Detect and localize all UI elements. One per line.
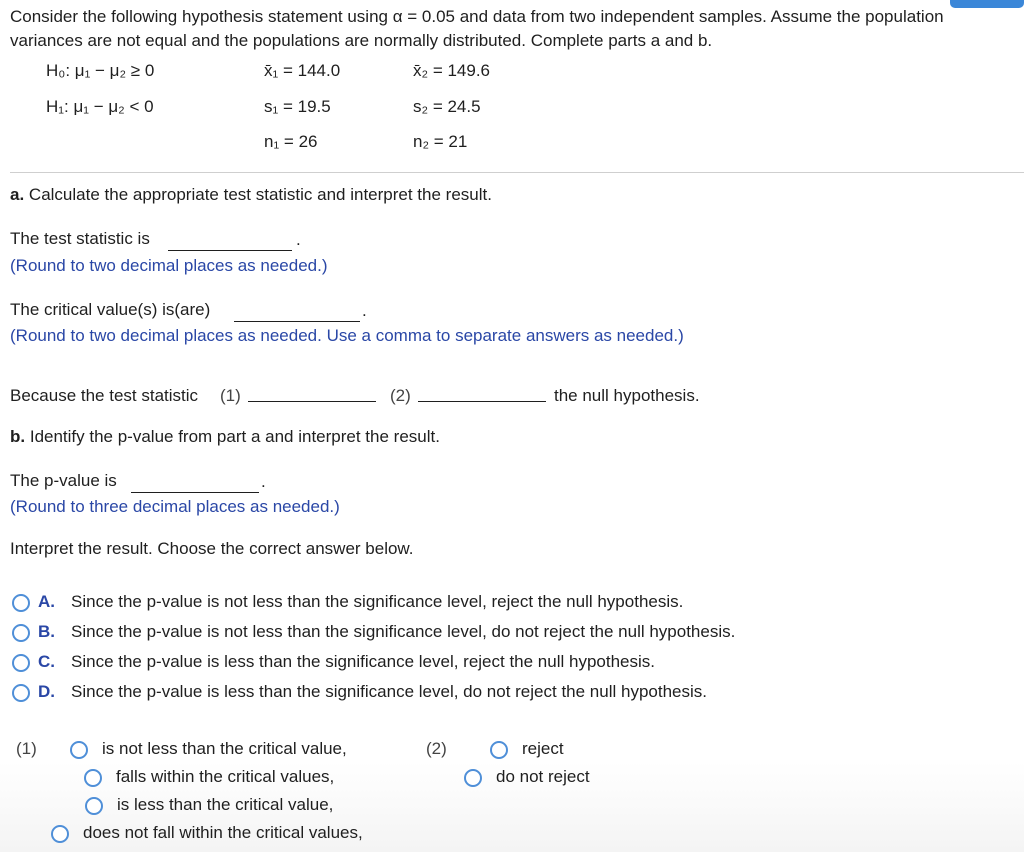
test-stat-input[interactable] bbox=[168, 250, 292, 251]
critical-value-input[interactable] bbox=[234, 321, 360, 322]
critical-value-prompt: The critical value(s) is(are) bbox=[10, 300, 211, 319]
option-b-radio[interactable] bbox=[12, 624, 30, 642]
choice-1-a-radio[interactable] bbox=[70, 741, 88, 759]
choice-group-2-label: (2) bbox=[426, 739, 447, 758]
part-a-title: Calculate the appropriate test statistic and interpret the result. bbox=[28, 185, 492, 204]
test-stat-prompt: The test statistic is bbox=[10, 229, 150, 248]
option-b-text: Since the p-value is not less than the significance level, do not reject the null hypothesis. bbox=[71, 622, 736, 641]
because-suffix: the null hypothesis. bbox=[554, 386, 700, 405]
choice-2-b-text: do not reject bbox=[496, 767, 590, 786]
period: . bbox=[261, 472, 266, 491]
slot-2-dropdown[interactable] bbox=[418, 401, 546, 402]
slot-2-label: (2) bbox=[390, 386, 411, 405]
pvalue-input[interactable] bbox=[131, 492, 259, 493]
part-a-heading bbox=[10, 185, 492, 205]
option-d-text: Since the p-value is less than the significance level, do not reject the null hypothesis. bbox=[71, 682, 707, 701]
sample2-mean: x̄₂ = 149.6 bbox=[413, 61, 491, 80]
sample1-size: n₁ = 26 bbox=[264, 132, 318, 151]
part-b-heading bbox=[10, 427, 440, 447]
sample1-sd: s₁ = 19.5 bbox=[264, 97, 331, 116]
period: . bbox=[362, 301, 367, 320]
option-c-letter: C. bbox=[38, 652, 55, 671]
choice-1-d-radio[interactable] bbox=[51, 825, 69, 843]
option-c-radio[interactable] bbox=[12, 654, 30, 672]
divider bbox=[10, 172, 1024, 173]
choice-1-a-text: is not less than the critical value, bbox=[102, 739, 347, 758]
slot-1-label: (1) bbox=[220, 386, 241, 405]
part-b-title: Identify the p-value from part a and interpret the result. bbox=[29, 427, 440, 446]
part-b-label: b. bbox=[10, 427, 26, 446]
choice-2-a-text: reject bbox=[522, 739, 564, 758]
choice-2-a-radio[interactable] bbox=[490, 741, 508, 759]
choice-group-1-label: (1) bbox=[16, 739, 37, 758]
because-prefix: Because the test statistic bbox=[10, 386, 199, 405]
option-a-text: Since the p-value is not less than the significance level, reject the null hypothesis. bbox=[71, 592, 684, 611]
sample2-sd: s₂ = 24.5 bbox=[413, 97, 481, 116]
sample1-mean: x̄₁ = 144.0 bbox=[264, 61, 341, 80]
option-b-letter: B. bbox=[38, 622, 55, 641]
option-a-radio[interactable] bbox=[12, 594, 30, 612]
sample2-size: n₂ = 21 bbox=[413, 132, 468, 151]
critical-value-hint: (Round to two decimal places as needed. Use a comma to separate answers as needed.) bbox=[10, 326, 684, 345]
part-a-label: a. bbox=[10, 185, 25, 204]
test-stat-hint: (Round to two decimal places as needed.) bbox=[10, 256, 328, 275]
choice-1-c-text: is less than the critical value, bbox=[117, 795, 334, 814]
choice-1-b-text: falls within the critical values, bbox=[116, 767, 335, 786]
choice-1-c-radio[interactable] bbox=[85, 797, 103, 815]
period: . bbox=[296, 230, 301, 249]
choice-2-b-radio[interactable] bbox=[464, 769, 482, 787]
option-d-radio[interactable] bbox=[12, 684, 30, 702]
option-a-letter: A. bbox=[38, 592, 55, 611]
question-line-2: variances are not equal and the populations are normally distributed. Complete parts a and b. bbox=[10, 31, 713, 50]
top-right-button[interactable] bbox=[950, 0, 1024, 8]
choice-1-b-radio[interactable] bbox=[84, 769, 102, 787]
pvalue-prompt: The p-value is bbox=[10, 471, 117, 490]
alternative-hypothesis: H₁: μ₁ − μ₂ < 0 bbox=[46, 97, 154, 116]
question-line-1: Consider the following hypothesis statement using α = 0.05 and data from two independent samples. Assume the population bbox=[10, 7, 944, 26]
null-hypothesis: H₀: μ₁ − μ₂ ≥ 0 bbox=[46, 61, 155, 80]
pvalue-hint: (Round to three decimal places as needed.) bbox=[10, 497, 340, 516]
choice-1-d-text: does not fall within the critical values, bbox=[83, 823, 363, 842]
option-c-text: Since the p-value is less than the significance level, reject the null hypothesis. bbox=[71, 652, 655, 671]
option-d-letter: D. bbox=[38, 682, 55, 701]
slot-1-dropdown[interactable] bbox=[248, 401, 376, 402]
interpret-prompt: Interpret the result. Choose the correct answer below. bbox=[10, 539, 414, 558]
